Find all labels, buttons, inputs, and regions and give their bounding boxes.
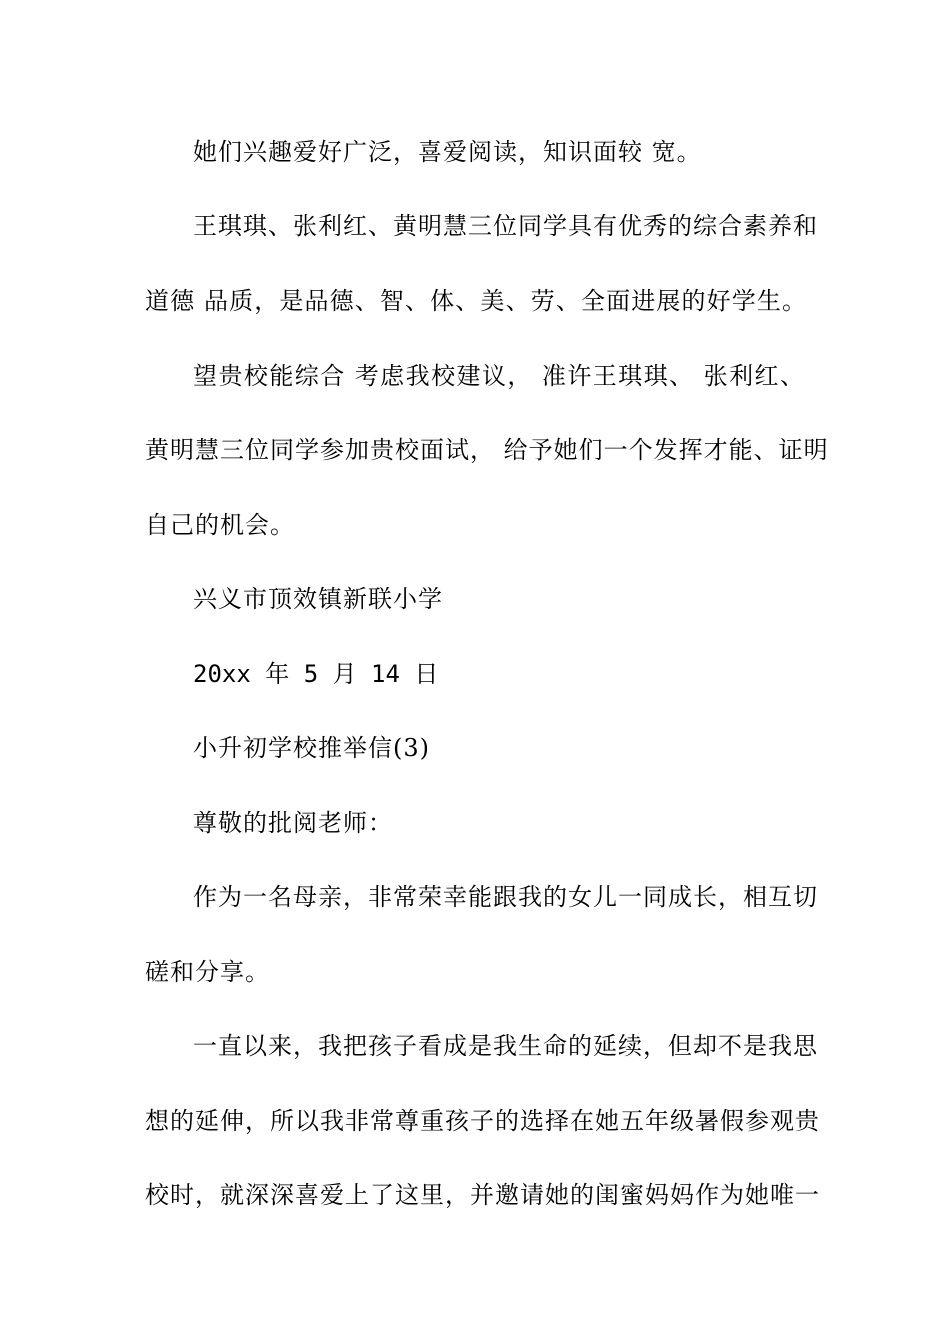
letter-heading: 小升初学校推举信(3): [193, 734, 430, 762]
paragraph-line-7: 作为一名母亲，非常荣幸能跟我的女儿一同成长，相互切: [193, 883, 818, 911]
paragraph-line-11: 校时，就深深喜爱上了这里，并邀请她的闺蜜妈妈作为她唯一: [145, 1181, 820, 1209]
paragraph-line-10: 想的延伸，所以我非常尊重孩子的选择在她五年级暑假参观贵: [145, 1107, 820, 1135]
salutation: 尊敬的批阅老师：: [193, 809, 393, 837]
paragraph-line-4: 望贵校能综合 考虑我校建议， 准许王琪琪、 张利红、: [193, 362, 805, 390]
school-name: 兴义市顶效镇新联小学: [193, 585, 443, 613]
paragraph-line-2: 王琪琪、张利红、黄明慧三位同学具有优秀的综合素养和: [193, 212, 818, 240]
paragraph-line-9: 一直以来，我把孩子看成是我生命的延续，但却不是我思: [193, 1032, 818, 1060]
paragraph-line-5: 黄明慧三位同学参加贵校面试， 给予她们一个发挥才能、证明: [145, 436, 829, 464]
paragraph-line-8: 磋和分享。: [145, 958, 270, 986]
letter-date: 20xx 年 5 月 14 日: [193, 660, 439, 688]
paragraph-line-1: 她们兴趣爱好广泛，喜爱阅读，知识面较 宽。: [193, 138, 702, 166]
paragraph-line-6: 自己的机会。: [145, 511, 295, 539]
paragraph-line-3: 道德 品质，是品德、智、体、美、劳、全面进展的好学生。: [145, 287, 807, 315]
